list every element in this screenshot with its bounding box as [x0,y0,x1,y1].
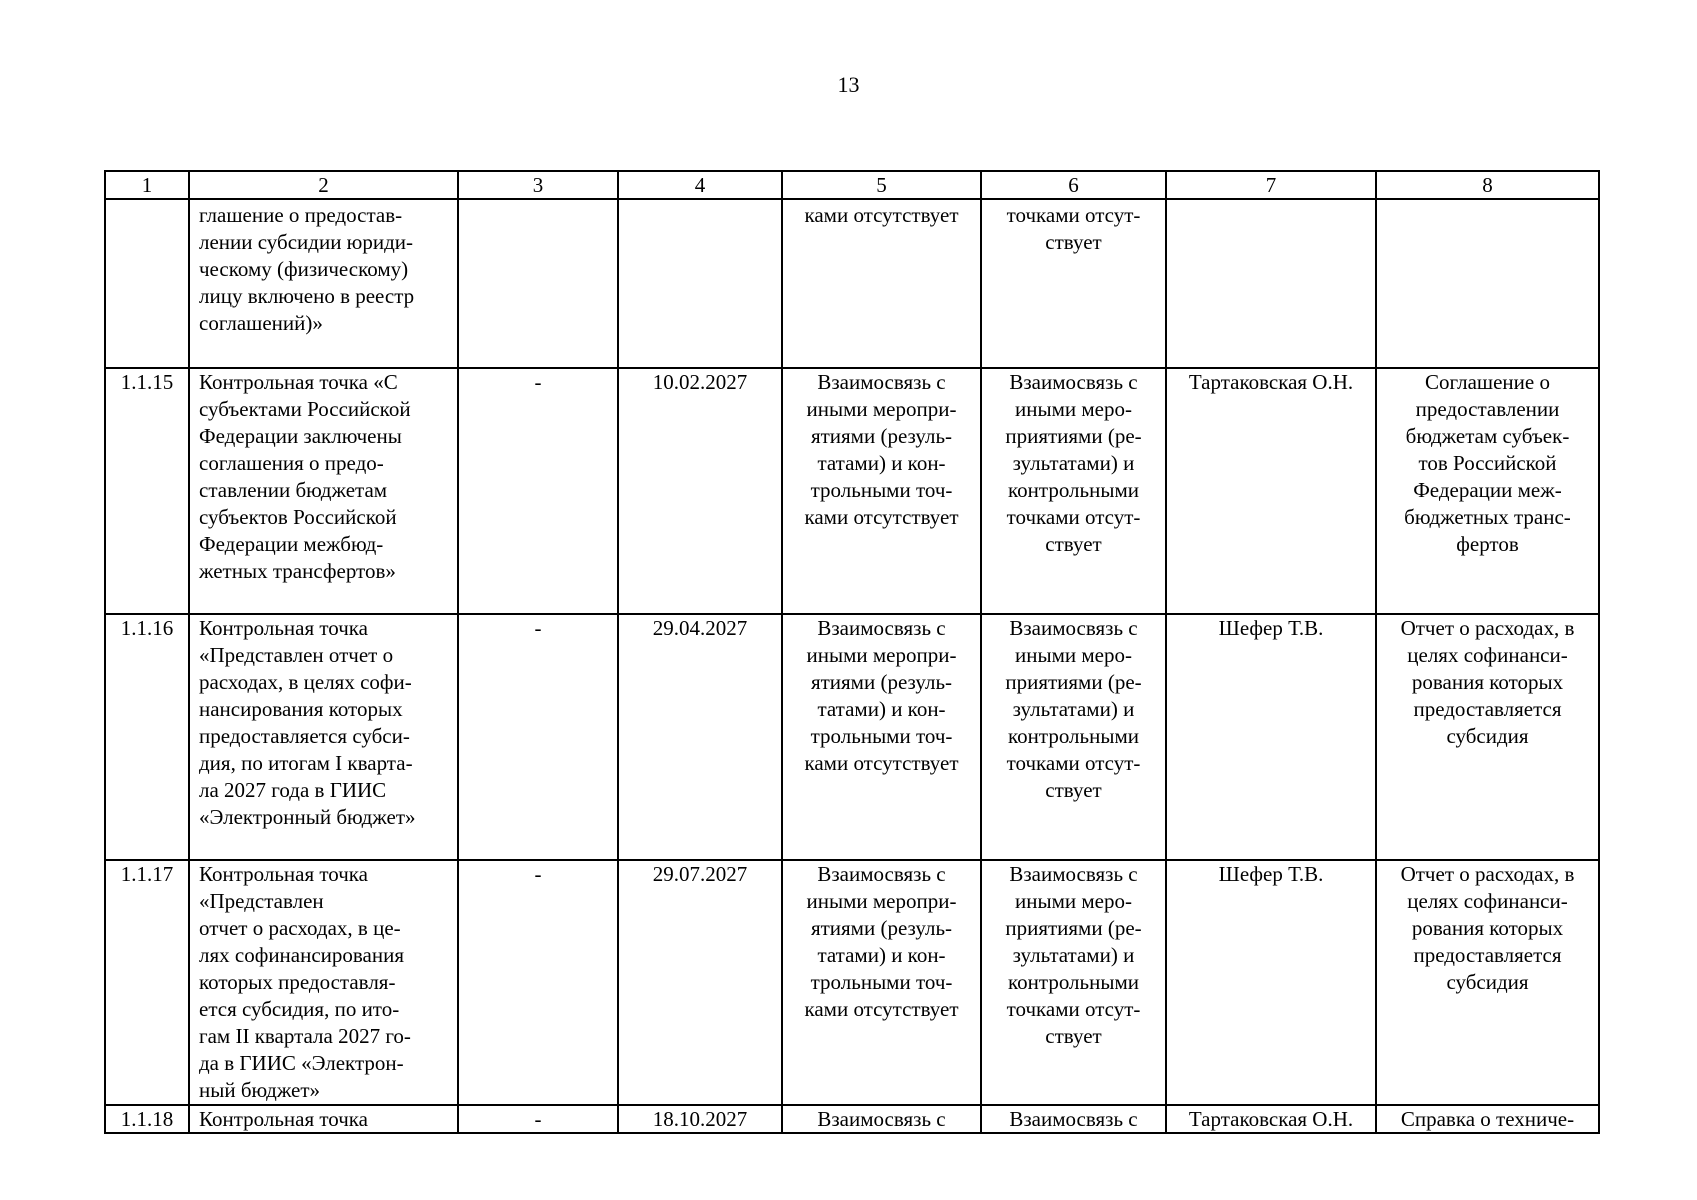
column-header: 7 [1166,171,1376,199]
cell-text-line: ками отсутствует [804,505,959,529]
cell-text-line: «Представлен [199,889,324,913]
control-point-name-cell [189,368,458,614]
cell-text-line: контрольными [1008,478,1139,502]
cell-text-line: «Электронный бюджет» [199,805,416,829]
cell-text-line: лицу включено в реестр [199,284,415,308]
cell-text-line: отчет о расходах, в це- [199,916,401,940]
relation-cell-2 [981,860,1166,1105]
relation-cell [782,614,981,860]
control-point-name-cell [189,1105,458,1133]
cell-text-line: зультатами) и [1012,451,1135,475]
document-cell [1376,1105,1599,1133]
document-cell [1376,614,1599,860]
cell-text-line: «Представлен отчет о [199,643,394,667]
cell-text-line: бюджетам субъек- [1405,424,1570,448]
cell-text-line: Федерации межбюд- [199,532,384,556]
cell-text-line: ется субсидия, по ито- [199,997,400,1021]
cell-text-line: предоставлении [1415,397,1560,421]
cell-text-line: Взаимосвязь с [1009,862,1138,886]
cell-text-line: Отчет о расходах, в [1400,862,1575,886]
row-number-cell: 1.1.17 [105,860,189,1105]
cell-text-line: иными меро- [1015,397,1132,421]
cell-text-line: точками отсут- [1006,505,1141,529]
column-header: 8 [1376,171,1599,199]
table-row [105,614,1599,860]
cell-text-line: Взаимосвязь с [1009,370,1138,394]
cell-text-line: ятиями (резуль- [810,670,953,694]
cell-text-line: ческому (физическому) [199,257,409,281]
cell-text-line: субсидия [1446,970,1529,994]
col3-cell: - [458,1105,618,1133]
header-row [105,171,1599,199]
cell-text-line: лях софинансирования [199,943,405,967]
cell-text-line: точками отсут- [1006,203,1141,227]
responsible-cell: Тартаковская О.Н. [1166,368,1376,614]
cell-text-line: зультатами) и [1012,943,1135,967]
cell-text-line: ятиями (резуль- [810,916,953,940]
cell-text-line: иными меро- [1015,889,1132,913]
plan-table [104,170,1600,1134]
cell-text-line: трольными точ- [810,478,953,502]
cell-text-line: Взаимосвязь с [817,862,946,886]
cell-text-line: Контрольная точка «С [199,370,398,394]
cell-text-line: точками отсут- [1006,997,1141,1021]
document-cell [1376,199,1599,368]
column-header: 1 [105,171,189,199]
cell-text-line: Федерации меж- [1413,478,1562,502]
cell-text-line: предоставляется субси- [199,724,410,748]
responsible-cell: Шефер Т.В. [1166,860,1376,1105]
cell-text-line: Взаимосвязь с [817,616,946,640]
cell-text-line: глашение о предостав- [199,203,403,227]
cell-text-line: расходах, в целях софи- [199,670,412,694]
cell-text-line: Контрольная точка [199,616,369,640]
cell-text-line: да в ГИИС «Электрон- [199,1051,404,1075]
col3-cell: - [458,614,618,860]
cell-text-line: ками отсутствует [804,997,959,1021]
cell-text-line: татами) и кон- [817,697,946,721]
cell-text-line: трольными точ- [810,970,953,994]
cell-text-line: иными меропри- [806,397,957,421]
cell-text-line: ствует [1045,230,1102,254]
control-point-name-cell [189,614,458,860]
cell-text-line: татами) и кон- [817,943,946,967]
cell-text-line: ствует [1045,1024,1102,1048]
table-row [105,368,1599,614]
cell-text-line: соглашения о предо- [199,451,384,475]
row-number-cell: 1.1.16 [105,614,189,860]
responsible-cell: Шефер Т.В. [1166,614,1376,860]
cell-text-line: субсидия [1446,724,1529,748]
cell-text-line: нансирования которых [199,697,403,721]
table-row [105,1105,1599,1133]
column-header: 4 [618,171,782,199]
cell-text-line: предоставляется [1413,943,1562,967]
date-cell: 29.07.2027 [618,860,782,1105]
cell-text-line: рования которых [1411,916,1564,940]
document-cell [1376,368,1599,614]
cell-text-line: ствует [1045,778,1102,802]
table-row [105,860,1599,1105]
cell-text-line: Взаимосвязь с [817,1107,946,1131]
relation-cell [782,1105,981,1133]
cell-text-line: Взаимосвязь с [1009,1107,1138,1131]
relation-cell-2 [981,614,1166,860]
row-number-cell [105,199,189,368]
cell-text-line: ятиями (резуль- [810,424,953,448]
cell-text-line: жетных трансфертов» [199,559,396,583]
cell-text-line: иными меропри- [806,889,957,913]
cell-text-line: рования которых [1411,670,1564,694]
control-point-name-cell [189,860,458,1105]
cell-text-line: приятиями (ре- [1005,670,1142,694]
cell-text-line: точками отсут- [1006,751,1141,775]
cell-text-line: иными меропри- [806,643,957,667]
col3-cell [458,199,618,368]
cell-text-line: ками отсутствует [804,203,959,227]
responsible-cell: Тартаковская О.Н. [1166,1105,1376,1133]
cell-text-line: целях софинанси- [1407,889,1568,913]
cell-text-line: Контрольная точка [199,1107,369,1131]
cell-text-line: ствует [1045,532,1102,556]
cell-text-line: Соглашение о [1425,370,1550,394]
cell-text-line: приятиями (ре- [1005,424,1142,448]
column-header: 5 [782,171,981,199]
column-header: 2 [189,171,458,199]
relation-cell-2 [981,199,1166,368]
cell-text-line: ками отсутствует [804,751,959,775]
cell-text-line: зультатами) и [1012,697,1135,721]
responsible-cell [1166,199,1376,368]
row-number-cell: 1.1.15 [105,368,189,614]
row-number-cell: 1.1.18 [105,1105,189,1133]
document-cell [1376,860,1599,1105]
cell-text-line: ла 2027 года в ГИИС [199,778,387,802]
cell-text-line: татами) и кон- [817,451,946,475]
cell-text-line: контрольными [1008,724,1139,748]
cell-text-line: соглашений)» [199,311,323,335]
cell-text-line: иными меро- [1015,643,1132,667]
relation-cell [782,368,981,614]
cell-text-line: Справка о техниче- [1400,1107,1575,1131]
cell-text-line: Взаимосвязь с [1009,616,1138,640]
table-row-continuation [105,199,1599,368]
date-cell: 18.10.2027 [618,1105,782,1133]
cell-text-line: предоставляется [1413,697,1562,721]
cell-text-line: гам II квартала 2027 го- [199,1024,411,1048]
cell-text-line: которых предоставля- [199,970,396,994]
cell-text-line: Контрольная точка [199,862,369,886]
cell-text-line: дия, по итогам I кварта- [199,751,413,775]
control-point-name-cell [189,199,458,368]
column-header: 6 [981,171,1166,199]
cell-text-line: лении субсидии юриди- [199,230,414,254]
relation-cell-2 [981,1105,1166,1133]
cell-text-line: приятиями (ре- [1005,916,1142,940]
cell-text-line: контрольными [1008,970,1139,994]
col3-cell: - [458,368,618,614]
cell-text-line: фертов [1456,532,1519,556]
cell-text-line: трольными точ- [810,724,953,748]
cell-text-line: субъектов Российской [199,505,397,529]
cell-text-line: Взаимосвязь с [817,370,946,394]
date-cell [618,199,782,368]
relation-cell [782,199,981,368]
relation-cell [782,860,981,1105]
relation-cell-2 [981,368,1166,614]
cell-text-line: Отчет о расходах, в [1400,616,1575,640]
col3-cell: - [458,860,618,1105]
cell-text-line: тов Российской [1418,451,1557,475]
cell-text-line: ставлении бюджетам [199,478,388,502]
cell-text-line: бюджетных транс- [1404,505,1571,529]
cell-text-line: ный бюджет» [199,1078,321,1102]
cell-text-line: Федерации заключены [199,424,402,448]
column-header: 3 [458,171,618,199]
date-cell: 29.04.2027 [618,614,782,860]
cell-text-line: субъектами Российской [199,397,411,421]
page-number: 13 [837,72,860,97]
date-cell: 10.02.2027 [618,368,782,614]
cell-text-line: целях софинанси- [1407,643,1568,667]
